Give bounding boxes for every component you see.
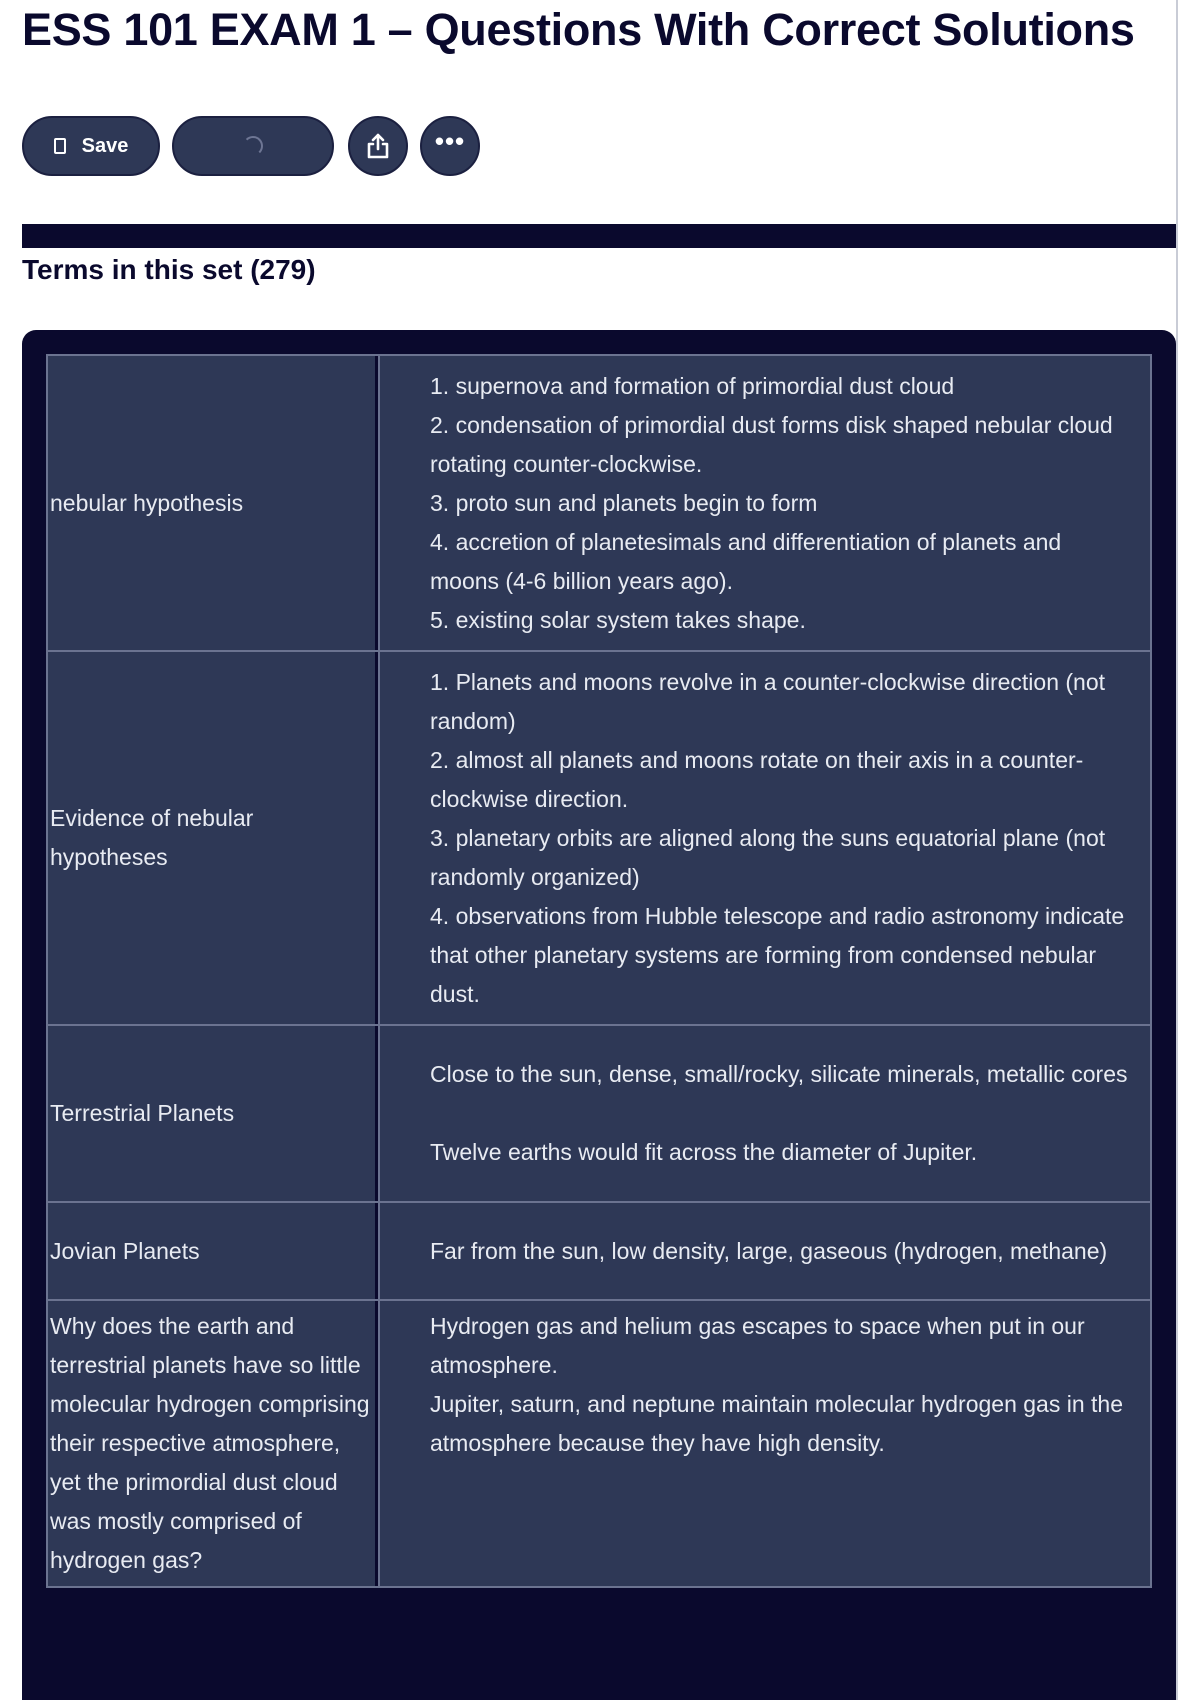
section-divider-bar bbox=[22, 224, 1176, 248]
terms-heading: Terms in this set (279) bbox=[22, 254, 316, 285]
definition-cell bbox=[379, 355, 1151, 651]
save-button-label: Save bbox=[81, 134, 129, 157]
definition-line: 4. accretion of planetesimals and differentiation of planets and moons (4-6 billion years ago). bbox=[430, 528, 1068, 594]
more-icon: ••• bbox=[434, 126, 466, 156]
bookmark-icon bbox=[54, 138, 66, 154]
term-cell bbox=[47, 1025, 379, 1202]
definition-line: 5. existing solar system takes shape. bbox=[430, 606, 806, 633]
table-row bbox=[47, 355, 1151, 651]
definition-blank-line bbox=[430, 1094, 1130, 1133]
term-text: nebular hypothesis bbox=[50, 489, 244, 516]
definition-line: 1. Planets and moons revolve in a counter-clockwise direction (not random) bbox=[430, 668, 1112, 734]
term-cell bbox=[47, 355, 379, 651]
share-button[interactable] bbox=[348, 116, 408, 176]
definition-line: Jupiter, saturn, and neptune maintain molecular hydrogen gas in the atmosphere because they have high density. bbox=[430, 1391, 1130, 1456]
save-button[interactable] bbox=[22, 116, 160, 176]
definition-line: 2. condensation of primordial dust forms disk shaped nebular cloud rotating counter-clockwise. bbox=[430, 411, 1120, 477]
loading-button[interactable] bbox=[172, 116, 334, 176]
table-row bbox=[47, 1025, 1151, 1202]
definition-cell bbox=[379, 1202, 1151, 1300]
definition-line: 3. proto sun and planets begin to form bbox=[430, 489, 818, 516]
spinner-icon bbox=[243, 136, 263, 156]
right-divider bbox=[1176, 0, 1178, 1700]
term-cell bbox=[47, 1202, 379, 1300]
term-text: Evidence of nebular hypotheses bbox=[50, 805, 254, 870]
term-cell bbox=[47, 651, 379, 1025]
definition-cell bbox=[379, 651, 1151, 1025]
term-text: Why does the earth and terrestrial planets have so little molecular hydrogen comprising their respective atmosphere, yet the primordial dust cloud was mostly comprised of hydrogen gas? bbox=[50, 1313, 370, 1573]
term-text: Jovian Planets bbox=[50, 1237, 200, 1264]
definition-cell bbox=[379, 1025, 1151, 1202]
definition-line: Close to the sun, dense, small/rocky, silicate minerals, metallic cores bbox=[430, 1061, 1128, 1087]
table-row bbox=[47, 1202, 1151, 1300]
definition-line: Far from the sun, low density, large, gaseous (hydrogen, methane) bbox=[430, 1237, 1108, 1264]
term-text: Terrestrial Planets bbox=[50, 1100, 235, 1126]
toolbar bbox=[22, 115, 492, 177]
share-icon bbox=[365, 132, 391, 160]
definition-line: 2. almost all planets and moons rotate on their axis in a counter-clockwise direction. bbox=[430, 746, 1084, 812]
terms-panel bbox=[22, 330, 1176, 1700]
more-options-button[interactable] bbox=[420, 116, 480, 176]
page-title: ESS 101 EXAM 1 – Questions With Correct Solutions bbox=[22, 4, 1135, 55]
definition-cell bbox=[379, 1300, 1151, 1587]
table-row bbox=[47, 1300, 1151, 1587]
term-cell bbox=[47, 1300, 379, 1587]
definition-line: Hydrogen gas and helium gas escapes to space when put in our atmosphere. bbox=[430, 1313, 1092, 1378]
definition-line: 1. supernova and formation of primordial dust cloud bbox=[430, 372, 955, 399]
table-row bbox=[47, 651, 1151, 1025]
definition-line: Twelve earths would fit across the diameter of Jupiter. bbox=[430, 1139, 978, 1165]
terms-table bbox=[46, 354, 1152, 1588]
definition-line: 4. observations from Hubble telescope and radio astronomy indicate that other planetary systems are forming from condensed nebular dust. bbox=[430, 902, 1131, 1007]
definition-line: 3. planetary orbits are aligned along the suns equatorial plane (not randomly organized) bbox=[430, 824, 1112, 890]
